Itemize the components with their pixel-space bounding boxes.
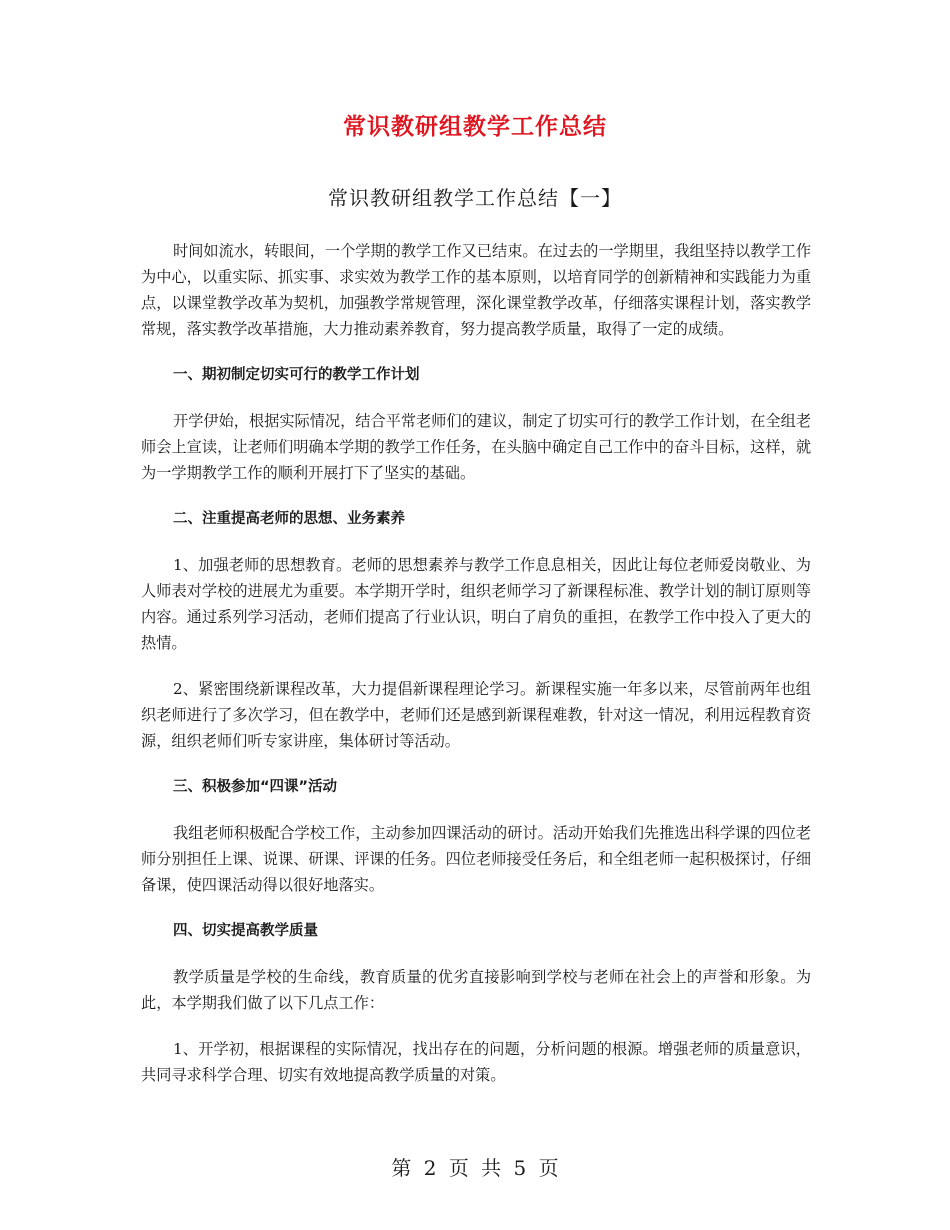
section-1-paragraph-1: 开学伊始，根据实际情况，结合平常老师们的建议，制定了切实可行的教学工作计划，在全组老师会上宣读，让老师们明确本学期的教学工作任务，在头脑中确定自己工作中的奋斗目标，这样，就为一学期教学工作的顺利开展打下了坚实的基础。 — [141, 412, 811, 482]
section-3-paragraph-1: 我组老师积极配合学校工作，主动参加四课活动的研讨。活动开始我们先推选出科学课的四位老师分别担任上课、说课、研课、评课的任务。四位老师接受任务后，和全组老师一起积极探讨，仔细备课，使四课活动得以很好地落实。 — [141, 824, 811, 894]
page-number-footer: 第 2 页 共 5 页 — [391, 1156, 559, 1180]
section-heading-1: 一、期初制定切实可行的教学工作计划 — [173, 367, 420, 383]
document-subtitle: 常识教研组教学工作总结【一】 — [328, 186, 622, 210]
section-4-paragraph-1: 教学质量是学校的生命线，教育质量的优劣直接影响到学校与老师在社会上的声誉和形象。为此，本学期我们做了以下几点工作： — [141, 968, 811, 1012]
section-heading-4: 四、切实提高教学质量 — [173, 923, 318, 939]
section-heading-2: 二、注重提高老师的思想、业务素养 — [173, 511, 405, 527]
section-heading-3: 三、积极参加“四课”活动 — [173, 779, 338, 795]
intro-paragraph: 时间如流水，转眼间，一个学期的教学工作又已结束。在过去的一学期里，我组坚持以教学工作为中心，以重实际、抓实事、求实效为教学工作的基本原则，以培育同学的创新精神和实践能力为重点，以课堂教学改革为契机，加强教学常规管理，深化课堂教学改革，仔细落实课程计划，落实教学常规，落实教学改革措施，大力推动素养教育，努力提高教学质量，取得了一定的成绩。 — [141, 242, 811, 338]
section-4-paragraph-2: 1、开学初，根据课程的实际情况，找出存在的问题，分析问题的根源。增强老师的质量意识，共同寻求科学合理、切实有效地提高教学质量的对策。 — [141, 1040, 811, 1084]
document-title: 常识教研组教学工作总结 — [343, 114, 607, 140]
section-2-paragraph-1: 1、加强老师的思想教育。老师的思想素养与教学工作息息相关，因此让每位老师爱岗敬业、为人师表对学校的进展尤为重要。本学期开学时，组织老师学习了新课程标准、教学计划的制订原则等内容。通过系列学习活动，老师们提高了行业认识，明白了肩负的重担，在教学工作中投入了更大的热情。 — [141, 556, 811, 652]
section-2-paragraph-2: 2、紧密围绕新课程改革，大力提倡新课程理论学习。新课程实施一年多以来，尽管前两年也组织老师进行了多次学习，但在教学中，老师们还是感到新课程难教，针对这一情况，利用远程教育资源，组织老师们听专家讲座，集体研讨等活动。 — [141, 680, 811, 750]
document-body — [141, 238, 811, 1108]
